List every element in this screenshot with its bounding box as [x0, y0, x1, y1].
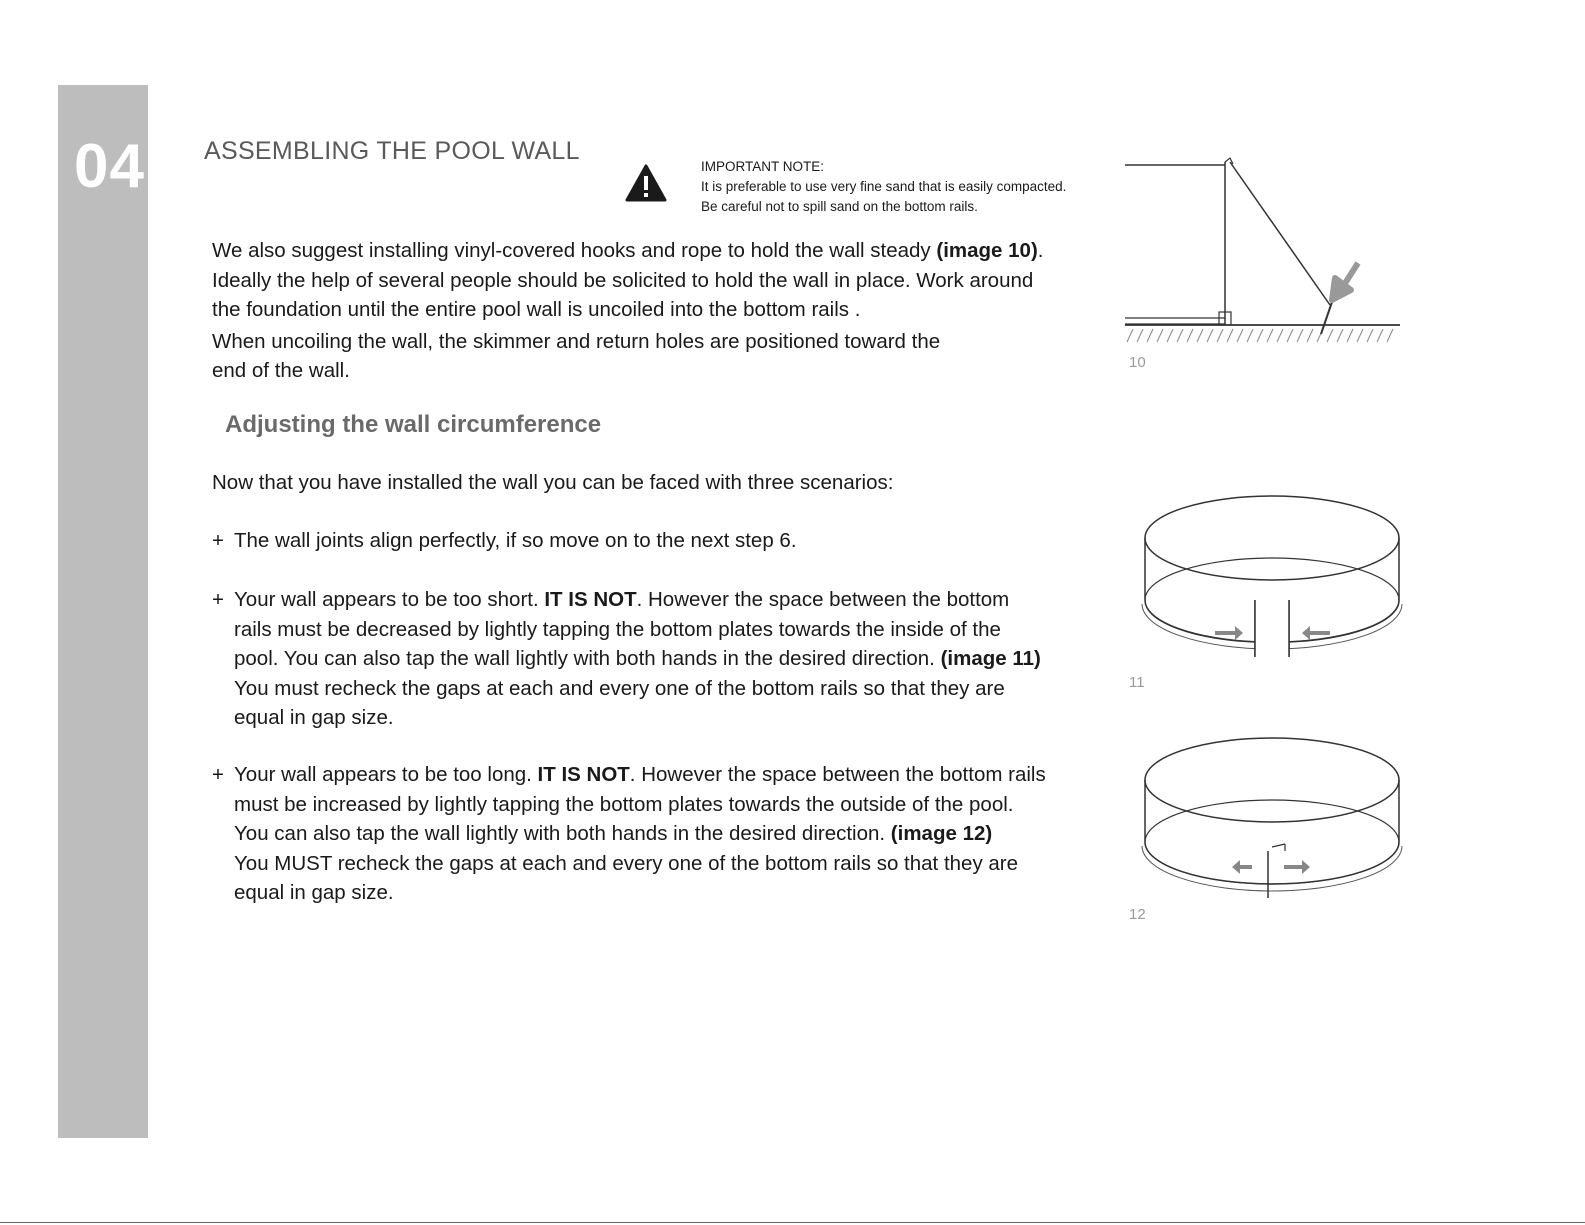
page-bottom-rule [0, 1222, 1585, 1223]
note-line: Be careful not to spill sand on the bottom rails. [701, 199, 978, 214]
warning-icon [625, 163, 667, 203]
intro-paragraph [212, 236, 1043, 386]
scenario-item: + Your wall appears to be too long. IT IS NOT. However the space between the bottom rails must be increased by lightly tapping the bottom plates towards the outside of the pool. You can also tap the wall lightly with both hands in the desired direction. (image 12) You MUST recheck the gaps at each and every one of the bottom rails so that they are equal in gap size. [212, 763, 1046, 904]
scenario-item: + The wall joints align perfectly, if so move on to the next step 6. [212, 529, 797, 552]
figure-label: 10 [1129, 354, 1146, 371]
figure-wall-too-long-image [1140, 730, 1425, 910]
subheading: Adjusting the wall circumference [225, 411, 602, 438]
intro-line: We also suggest installing vinyl-covered hooks and rope to hold the wall steady (image 10). [212, 239, 1044, 262]
section-side-bar [58, 85, 148, 1138]
intro-line: the foundation until the entire pool wall is uncoiled into the bottom rails . [212, 298, 861, 321]
intro-line: end of the wall. [212, 359, 350, 382]
note-line: It is preferable to use very fine sand that is easily compacted. [701, 179, 1067, 194]
important-note [701, 157, 1066, 217]
scenario-item: + Your wall appears to be too short. IT IS NOT. However the space between the bottom rails must be decreased by lightly tapping the bottom plates towards the inside of the pool. You can also tap the wall lightly with both hands in the desired direction. (image 11) You must recheck the gaps at each and every one of the bottom rails so that they are equal in gap size. [212, 588, 1041, 729]
figure-wall-rope-image [1125, 150, 1425, 350]
section-title: ASSEMBLING THE POOL WALL [204, 137, 580, 165]
figure-label: 11 [1129, 674, 1145, 691]
note-heading: IMPORTANT NOTE: [701, 159, 825, 174]
section-number: 04 [74, 132, 145, 201]
scenarios-intro: Now that you have installed the wall you can be faced with three scenarios: [212, 471, 894, 494]
figure-label: 12 [1129, 906, 1146, 923]
intro-line: Ideally the help of several people should be solicited to hold the wall in place. Work around [212, 268, 1034, 292]
intro-line: When uncoiling the wall, the skimmer and return holes are positioned toward the [212, 329, 941, 353]
figure-wall-too-short-image [1140, 490, 1425, 670]
